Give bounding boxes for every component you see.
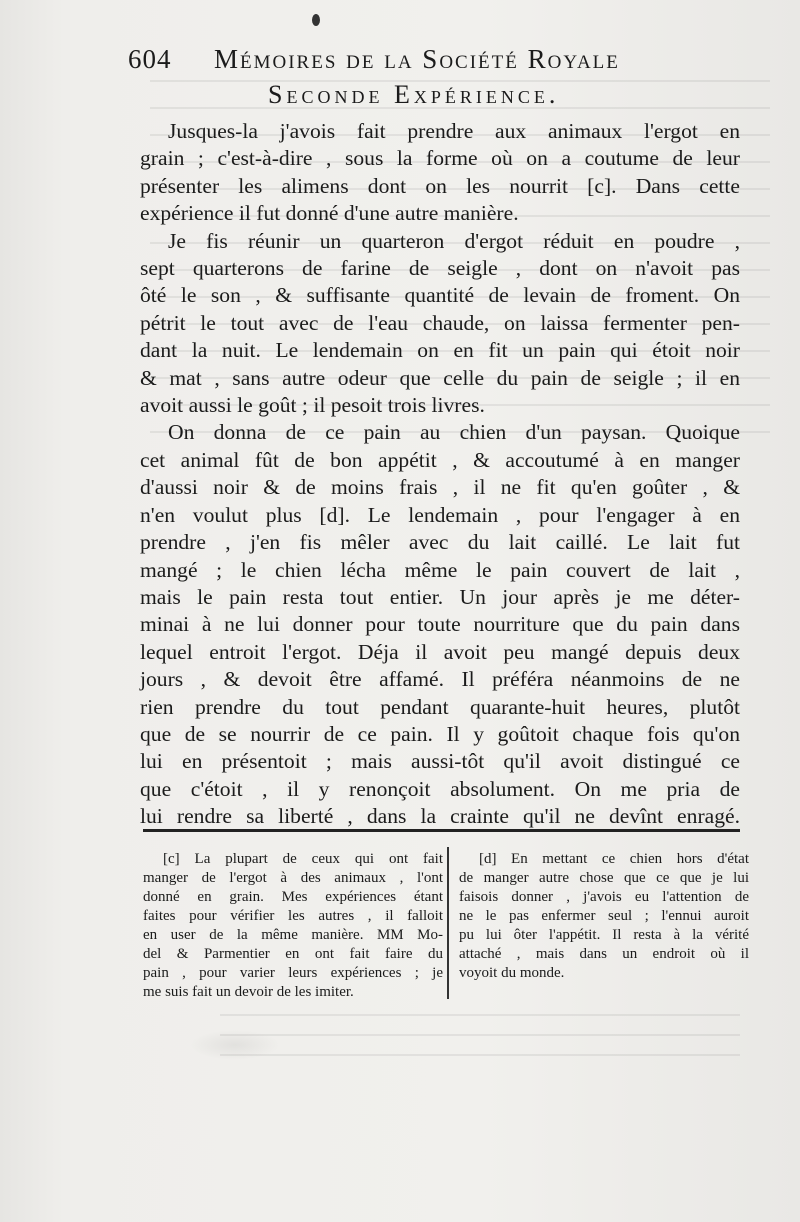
- text-line: grain ; c'est-à-dire , sous la forme où on a coutume de leur: [140, 146, 740, 171]
- footnote-line: donné en grain. Mes expériences étant: [143, 889, 443, 905]
- footnote-line: de manger autre chose que ce que je lui: [459, 870, 749, 886]
- text-line: ôté le son , & suffisante quantité de levain de froment. On: [140, 283, 740, 308]
- text-line: avoit aussi le goût ; il pesoit trois livres.: [140, 393, 485, 418]
- text-line: rien prendre du tout pendant quarante-huit heures, plutôt: [140, 694, 740, 719]
- running-head: [128, 42, 768, 78]
- footnote-line: ne le pas enfermer seul ; l'ennui auroit: [459, 908, 749, 924]
- footnote-line: en user de la même manière. MM Mo-: [143, 927, 443, 943]
- footnote-c: [143, 850, 443, 1002]
- text-line: lui rendre sa liberté , dans la crainte qu'il ne devînt enragé.: [140, 804, 740, 829]
- section-title: Seconde Expérience.: [268, 80, 560, 109]
- footnote-line: me suis fait un devoir de les imiter.: [143, 984, 354, 1000]
- footnote-rule: [143, 829, 740, 832]
- text-line: jours , & devoit être affamé. Il préféra néanmoins de ne: [140, 667, 740, 692]
- footnote-line: pain , pour varier leurs expériences ; je: [143, 965, 443, 981]
- text-line: pétrit le tout avec de l'eau chaude, on laissa fermenter pen-: [140, 310, 740, 335]
- text-line: expérience il fut donné d'une autre manière.: [140, 201, 519, 226]
- text-line: mangé ; le chien lécha même le pain couvert de lait ,: [140, 557, 740, 582]
- text-line: d'aussi noir & de moins frais , il ne fit qu'en goûter , &: [140, 475, 740, 500]
- ink-smudge: [190, 1030, 280, 1060]
- footnote-line: del & Parmentier en ont fait faire du: [143, 946, 443, 962]
- text-line: prendre , j'en fis mêler avec du lait caillé. Le lait fut: [140, 530, 740, 555]
- text-line: lequel entroit l'ergot. Déja il avoit peu mangé depuis deux: [140, 639, 740, 664]
- running-title: Mémoires de la Société Royale: [214, 44, 620, 74]
- text-line: lui en présentoit ; mais aussi-tôt qu'il avoit distingué ce: [140, 749, 740, 774]
- text-line: sept quarterons de farine de seigle , dont on n'avoit pas: [140, 256, 740, 281]
- footnote-line: voyoit du monde.: [459, 965, 565, 981]
- footnote-line: [d] En mettant ce chien hors d'état: [479, 851, 749, 867]
- footnote-d: [459, 850, 749, 983]
- ink-spot: [312, 14, 320, 26]
- reverse-show-through: [220, 1000, 740, 1070]
- footnote-line: manger de l'ergot à des animaux , l'ont: [143, 870, 443, 886]
- text-line: cet animal fût de bon appétit , & accoutumé à en manger: [140, 447, 740, 472]
- text-line: que de se nourrir de ce pain. Il y goûtoit chaque fois qu'on: [140, 721, 740, 746]
- text-line: Jusques-la j'avois fait prendre aux animaux l'ergot en: [168, 119, 740, 143]
- footnote-line: attaché , mais dans un endroit où il: [459, 946, 749, 962]
- footnote-line: pu lui ôter l'appétit. Il resta à la vérité: [459, 927, 749, 943]
- footnote-line: [c] La plupart de ceux qui ont fait: [163, 851, 443, 867]
- text-line: dant la nuit. Le lendemain on en fit un pain qui étoit noir: [140, 338, 740, 363]
- footnote-line: faites pour vérifier les autres , il falloit: [143, 908, 443, 924]
- text-line: Je fis réunir un quarteron d'ergot réduit en poudre ,: [168, 228, 740, 253]
- text-line: présenter les alimens dont on les nourrit [c]. Dans cette: [140, 173, 740, 198]
- text-line: que c'étoit , il y renonçoit absolument. On me pria de: [140, 776, 740, 801]
- text-line: n'en voulut plus [d]. Le lendemain , pour l'engager à en: [140, 502, 740, 527]
- text-line: mais le pain resta tout entier. Un jour après je me déter-: [140, 584, 740, 609]
- text-line: On donna de ce pain au chien d'un paysan. Quoique: [168, 420, 740, 445]
- main-text: [140, 118, 740, 831]
- page-number: 604: [128, 44, 172, 74]
- footnote-line: faisois donner , j'avois eu l'attention de: [459, 889, 749, 905]
- text-line: & mat , sans autre odeur que celle du pain de seigle ; il en: [140, 365, 740, 390]
- text-line: minai à ne lui donner pour toute nourriture que du pain dans: [140, 612, 740, 637]
- footnote-column-divider: [447, 847, 449, 999]
